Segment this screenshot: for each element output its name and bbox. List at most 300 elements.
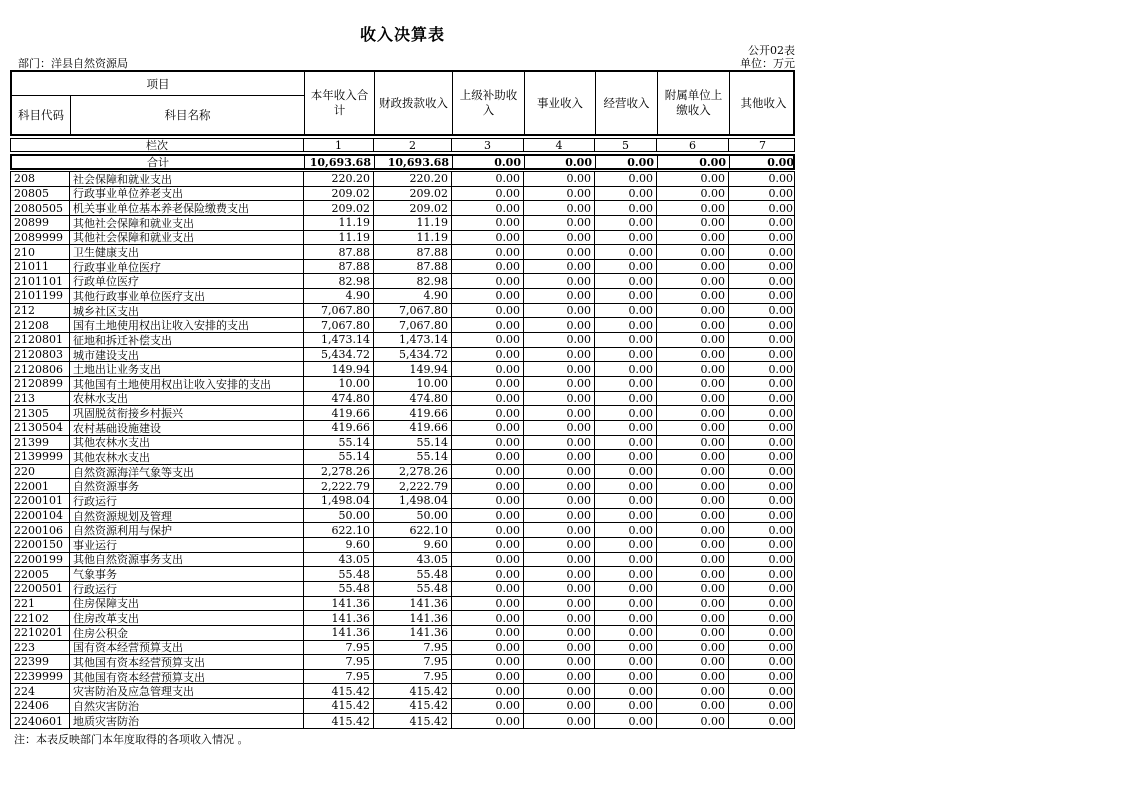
cell-value: 0.00: [451, 494, 523, 508]
cell-subject-name: 城乡社区支出: [69, 304, 303, 318]
header-col-total-income: 本年收入合计: [304, 72, 374, 134]
cell-value: 5,434.72: [373, 348, 451, 362]
cell-value: 0.00: [728, 611, 796, 625]
cell-subject-name: 住房公积金: [69, 626, 303, 640]
cell-value: 0.00: [594, 245, 656, 259]
cell-subject-code: 2200101: [14, 494, 63, 508]
cell-value: 0.00: [728, 684, 796, 698]
cell-subject-name: 其他国有资本经营预算支出: [69, 670, 303, 684]
table-row: [11, 567, 794, 582]
cell-subject-code: 2239999: [14, 670, 63, 684]
cell-value: 0.00: [656, 245, 728, 259]
cell-value: 0.00: [451, 406, 523, 420]
cell-subject-name: 其他国有资本经营预算支出: [69, 655, 303, 669]
cell-value: 0.00: [594, 450, 656, 464]
cell-value: 141.36: [303, 597, 373, 611]
cell-value: 0.00: [451, 450, 523, 464]
cell-subject-code: 22406: [14, 699, 49, 713]
table-row: [11, 626, 794, 641]
cell-value: 0.00: [728, 655, 796, 669]
cell-value: 0.00: [451, 318, 523, 332]
table-row: [11, 582, 794, 597]
cell-value: 0.00: [656, 333, 728, 347]
cell-value: 622.10: [373, 523, 451, 537]
cell-value: 0.00: [594, 494, 656, 508]
lanci-number: 2: [373, 139, 451, 151]
table-row: [11, 274, 794, 289]
table-row: [11, 641, 794, 656]
total-value: 10,693.68: [374, 156, 452, 168]
cell-subject-code: 213: [14, 391, 35, 405]
cell-value: 0.00: [523, 216, 594, 230]
cell-subject-code: 20805: [14, 186, 49, 200]
cell-value: 0.00: [728, 392, 796, 406]
cell-value: 0.00: [656, 494, 728, 508]
table-row: [11, 201, 794, 216]
cell-subject-name: 住房保障支出: [69, 597, 303, 611]
cell-value: 0.00: [728, 641, 796, 655]
cell-value: 0.00: [523, 479, 594, 493]
cell-value: 0.00: [523, 699, 594, 713]
cell-value: 419.66: [303, 421, 373, 435]
table-row: [11, 670, 794, 685]
cell-value: 10.00: [303, 377, 373, 391]
cell-value: 82.98: [303, 274, 373, 288]
cell-subject-name: 自然资源事务: [69, 479, 303, 493]
cell-value: 0.00: [728, 201, 796, 215]
cell-value: 0.00: [656, 377, 728, 391]
cell-value: 0.00: [728, 377, 796, 391]
cell-subject-name: 地质灾害防治: [69, 714, 303, 729]
table-row: [11, 450, 794, 465]
cell-subject-code: 2139999: [14, 450, 63, 464]
cell-value: 0.00: [728, 436, 796, 450]
cell-value: 0.00: [523, 523, 594, 537]
cell-value: 0.00: [728, 245, 796, 259]
cell-value: 0.00: [656, 201, 728, 215]
header-col-business-income: 事业收入: [524, 72, 595, 134]
cell-value: 141.36: [373, 626, 451, 640]
cell-subject-code: 21305: [14, 406, 49, 420]
table-row: [11, 479, 794, 494]
total-value: 0.00: [657, 156, 729, 168]
cell-value: 0.00: [451, 538, 523, 552]
cell-value: 0.00: [728, 333, 796, 347]
cell-value: 415.42: [373, 699, 451, 713]
table-code-label: 公开02表: [748, 44, 795, 57]
cell-value: 7.95: [303, 670, 373, 684]
cell-value: 50.00: [373, 509, 451, 523]
cell-value: 0.00: [451, 699, 523, 713]
cell-value: 0.00: [728, 304, 796, 318]
cell-subject-code: 22399: [14, 655, 49, 669]
cell-value: 87.88: [303, 260, 373, 274]
cell-subject-name: 国有土地使用权出让收入安排的支出: [69, 318, 303, 332]
cell-subject-name: 机关事业单位基本养老保险缴费支出: [69, 201, 303, 215]
cell-value: 0.00: [523, 670, 594, 684]
cell-value: 622.10: [303, 523, 373, 537]
cell-value: 0.00: [451, 553, 523, 567]
cell-value: 0.00: [656, 567, 728, 581]
cell-value: 43.05: [303, 553, 373, 567]
cell-value: 0.00: [594, 201, 656, 215]
cell-value: 82.98: [373, 274, 451, 288]
cell-subject-code: 223: [14, 640, 35, 654]
header-subject-code: 科目代码: [18, 108, 64, 122]
cell-value: 0.00: [523, 641, 594, 655]
cell-value: 0.00: [594, 509, 656, 523]
lanci-number: 7: [728, 139, 796, 151]
cell-value: 0.00: [656, 641, 728, 655]
cell-value: 0.00: [594, 538, 656, 552]
table-row: [11, 172, 794, 187]
cell-value: 0.00: [728, 509, 796, 523]
cell-value: 2,222.79: [373, 479, 451, 493]
column-index-row: [10, 138, 795, 152]
cell-value: 0.00: [594, 172, 656, 186]
cell-value: 0.00: [728, 699, 796, 713]
cell-value: 0.00: [523, 553, 594, 567]
cell-value: 0.00: [523, 245, 594, 259]
cell-value: 220.20: [373, 172, 451, 186]
cell-value: 0.00: [656, 699, 728, 713]
table-row: [11, 538, 794, 553]
cell-value: 0.00: [451, 465, 523, 479]
cell-subject-code: 2120803: [14, 348, 63, 361]
cell-value: 0.00: [656, 538, 728, 552]
cell-value: 0.00: [594, 611, 656, 625]
cell-value: 0.00: [656, 450, 728, 464]
cell-subject-name: 其他农林水支出: [69, 450, 303, 464]
table-row: [11, 377, 794, 392]
cell-subject-name: 行政事业单位养老支出: [69, 187, 303, 201]
cell-value: 0.00: [594, 333, 656, 347]
cell-subject-name: 其他社会保障和就业支出: [69, 231, 303, 245]
cell-value: 0.00: [451, 421, 523, 435]
cell-value: 0.00: [728, 187, 796, 201]
cell-value: 0.00: [656, 260, 728, 274]
cell-value: 0.00: [523, 187, 594, 201]
cell-value: 55.48: [373, 567, 451, 581]
cell-value: 0.00: [656, 187, 728, 201]
cell-subject-code: 22001: [14, 479, 49, 493]
cell-value: 0.00: [594, 392, 656, 406]
cell-value: 0.00: [728, 538, 796, 552]
total-value: 0.00: [595, 156, 657, 168]
cell-value: 0.00: [656, 406, 728, 420]
header-col-affiliated-units: 附属单位上缴收入: [657, 72, 729, 134]
cell-subject-name: 社会保障和就业支出: [69, 172, 303, 186]
cell-value: 7,067.80: [303, 304, 373, 318]
header-col-fiscal-appropriation: 财政拨款收入: [374, 72, 452, 134]
cell-subject-name: 农林水支出: [69, 392, 303, 406]
cell-value: 0.00: [451, 392, 523, 406]
cell-value: 0.00: [523, 172, 594, 186]
cell-subject-name: 行政单位医疗: [69, 274, 303, 288]
cell-value: 0.00: [451, 304, 523, 318]
header-col-other-income: 其他收入: [729, 72, 797, 134]
cell-subject-code: 2200106: [14, 523, 63, 537]
cell-value: 9.60: [303, 538, 373, 552]
cell-value: 0.00: [523, 274, 594, 288]
cell-value: 474.80: [373, 392, 451, 406]
cell-value: 0.00: [728, 523, 796, 537]
cell-value: 55.48: [373, 582, 451, 596]
cell-subject-code: 221: [14, 596, 35, 610]
cell-value: 0.00: [656, 582, 728, 596]
cell-value: 0.00: [451, 231, 523, 245]
cell-value: 0.00: [728, 216, 796, 230]
cell-value: 0.00: [728, 553, 796, 567]
cell-value: 0.00: [451, 245, 523, 259]
cell-value: 0.00: [523, 465, 594, 479]
cell-subject-code: 2101101: [14, 274, 63, 288]
table-row: [11, 523, 794, 538]
cell-value: 10.00: [373, 377, 451, 391]
lanci-number: 5: [594, 139, 656, 151]
lanci-number: 3: [451, 139, 523, 151]
cell-value: 0.00: [728, 274, 796, 288]
cell-value: 0.00: [656, 362, 728, 376]
cell-value: 0.00: [728, 567, 796, 581]
cell-value: 0.00: [523, 494, 594, 508]
cell-value: 0.00: [594, 260, 656, 274]
cell-value: 0.00: [523, 406, 594, 420]
cell-value: 2,278.26: [373, 465, 451, 479]
cell-value: 0.00: [523, 362, 594, 376]
table-row: [11, 304, 794, 319]
cell-value: 0.00: [656, 509, 728, 523]
cell-value: 55.14: [373, 436, 451, 450]
table-row: [11, 553, 794, 568]
cell-value: 7.95: [373, 655, 451, 669]
table-body: [10, 171, 795, 729]
cell-value: 0.00: [523, 304, 594, 318]
cell-value: 55.48: [303, 582, 373, 596]
cell-value: 0.00: [728, 421, 796, 435]
cell-value: 0.00: [594, 567, 656, 581]
cell-value: 11.19: [373, 231, 451, 245]
table-row: [11, 494, 794, 509]
cell-value: 7.95: [303, 641, 373, 655]
cell-value: 0.00: [594, 655, 656, 669]
cell-value: 0.00: [523, 714, 594, 729]
cell-value: 7.95: [373, 641, 451, 655]
total-value: 0.00: [452, 156, 524, 168]
cell-value: 0.00: [728, 450, 796, 464]
cell-subject-code: 20899: [14, 216, 49, 230]
table-row: [11, 714, 794, 729]
cell-subject-code: 2200501: [14, 582, 63, 596]
cell-subject-name: 气象事务: [69, 567, 303, 581]
cell-value: 0.00: [451, 641, 523, 655]
cell-value: 209.02: [373, 201, 451, 215]
table-row: [11, 655, 794, 670]
table-row: [11, 436, 794, 451]
cell-value: 0.00: [451, 479, 523, 493]
cell-value: 0.00: [523, 582, 594, 596]
cell-value: 0.00: [451, 289, 523, 303]
cell-value: 0.00: [523, 655, 594, 669]
cell-value: 87.88: [373, 260, 451, 274]
cell-value: 7,067.80: [373, 304, 451, 318]
cell-value: 0.00: [656, 523, 728, 537]
cell-value: 0.00: [594, 377, 656, 391]
note-text: 注：本表反映部门本年度取得的各项收入情况 。: [14, 733, 249, 746]
lanci-number: 4: [523, 139, 594, 151]
cell-value: 55.48: [303, 567, 373, 581]
cell-value: 1,498.04: [373, 494, 451, 508]
cell-value: 1,498.04: [303, 494, 373, 508]
cell-value: 0.00: [451, 333, 523, 347]
cell-value: 419.66: [303, 406, 373, 420]
cell-value: 0.00: [523, 333, 594, 347]
table-row: [11, 465, 794, 480]
cell-value: 2,278.26: [303, 465, 373, 479]
cell-subject-code: 224: [14, 684, 35, 698]
table-header: [10, 70, 795, 136]
cell-value: 149.94: [373, 362, 451, 376]
cell-value: 0.00: [523, 436, 594, 450]
cell-value: 0.00: [451, 655, 523, 669]
cell-value: 415.42: [373, 714, 451, 729]
cell-value: 0.00: [523, 392, 594, 406]
cell-value: 0.00: [728, 260, 796, 274]
cell-subject-name: 其他行政事业单位医疗支出: [69, 289, 303, 303]
cell-value: 11.19: [303, 216, 373, 230]
cell-value: 0.00: [594, 231, 656, 245]
cell-value: 0.00: [728, 289, 796, 303]
cell-subject-name: 其他国有土地使用权出让收入安排的支出: [69, 377, 303, 391]
cell-subject-code: 2210201: [14, 626, 63, 640]
cell-value: 0.00: [656, 553, 728, 567]
cell-value: 0.00: [523, 626, 594, 640]
cell-subject-code: 22005: [14, 567, 49, 581]
cell-value: 0.00: [594, 714, 656, 729]
cell-value: 0.00: [594, 699, 656, 713]
cell-value: 87.88: [303, 245, 373, 259]
cell-value: 0.00: [656, 348, 728, 362]
header-subject-name: 科目名称: [70, 96, 304, 134]
cell-value: 0.00: [656, 479, 728, 493]
cell-value: 0.00: [594, 274, 656, 288]
cell-value: 0.00: [656, 611, 728, 625]
cell-value: 0.00: [451, 567, 523, 581]
table-row: [11, 597, 794, 612]
cell-subject-name: 卫生健康支出: [69, 245, 303, 259]
cell-value: 0.00: [451, 274, 523, 288]
cell-value: 0.00: [594, 582, 656, 596]
table-row: [11, 187, 794, 202]
cell-subject-name: 自然资源海洋气象等支出: [69, 465, 303, 479]
cell-value: 0.00: [656, 304, 728, 318]
cell-value: 0.00: [451, 523, 523, 537]
cell-value: 87.88: [373, 245, 451, 259]
table-row: [11, 509, 794, 524]
cell-value: 0.00: [656, 172, 728, 186]
cell-value: 55.14: [373, 450, 451, 464]
cell-value: 0.00: [656, 231, 728, 245]
cell-value: 415.42: [303, 699, 373, 713]
cell-value: 0.00: [728, 582, 796, 596]
cell-value: 0.00: [523, 597, 594, 611]
cell-subject-code: 210: [14, 245, 35, 259]
cell-value: 0.00: [728, 714, 796, 729]
cell-value: 415.42: [303, 714, 373, 729]
total-value: 0.00: [729, 156, 797, 168]
cell-subject-code: 22102: [14, 611, 49, 625]
cell-value: 0.00: [451, 377, 523, 391]
cell-value: 0.00: [451, 436, 523, 450]
cell-value: 0.00: [451, 714, 523, 729]
table-row: [11, 392, 794, 407]
cell-value: 0.00: [656, 626, 728, 640]
table-row: [11, 216, 794, 231]
cell-value: 0.00: [594, 479, 656, 493]
cell-subject-name: 行政运行: [69, 494, 303, 508]
cell-value: 0.00: [594, 597, 656, 611]
table-row: [11, 289, 794, 304]
cell-value: 0.00: [523, 421, 594, 435]
cell-subject-code: 21011: [14, 260, 49, 274]
cell-value: 0.00: [594, 641, 656, 655]
cell-value: 0.00: [594, 289, 656, 303]
cell-value: 0.00: [451, 362, 523, 376]
cell-value: 0.00: [594, 348, 656, 362]
cell-value: 0.00: [728, 362, 796, 376]
cell-value: 0.00: [523, 348, 594, 362]
cell-value: 0.00: [594, 362, 656, 376]
cell-value: 0.00: [594, 436, 656, 450]
cell-subject-name: 自然灾害防治: [69, 699, 303, 713]
cell-value: 0.00: [451, 597, 523, 611]
cell-subject-name: 自然资源利用与保护: [69, 523, 303, 537]
cell-subject-code: 2200199: [14, 552, 63, 566]
cell-value: 0.00: [451, 187, 523, 201]
lanci-number: 1: [303, 139, 373, 151]
table-row: [11, 260, 794, 275]
cell-subject-code: 21208: [14, 318, 49, 332]
cell-value: 0.00: [728, 626, 796, 640]
cell-subject-code: 2101199: [14, 289, 63, 303]
table-row: [11, 231, 794, 246]
cell-subject-code: 2120899: [14, 377, 63, 391]
cell-subject-code: 2089999: [14, 230, 63, 244]
cell-value: 0.00: [656, 670, 728, 684]
cell-subject-name: 征地和拆迁补偿支出: [69, 333, 303, 347]
cell-subject-code: 2130504: [14, 421, 63, 435]
cell-value: 0.00: [451, 582, 523, 596]
cell-value: 0.00: [451, 670, 523, 684]
table-row: [11, 684, 794, 699]
cell-value: 0.00: [656, 684, 728, 698]
table-row: [11, 362, 794, 377]
cell-value: 0.00: [451, 201, 523, 215]
cell-value: 0.00: [594, 421, 656, 435]
cell-value: 0.00: [594, 304, 656, 318]
cell-value: 0.00: [451, 260, 523, 274]
cell-value: 0.00: [451, 348, 523, 362]
cell-subject-code: 2200104: [14, 509, 63, 523]
cell-value: 55.14: [303, 450, 373, 464]
department-label: 部门：洋县自然资源局: [18, 57, 128, 70]
cell-value: 0.00: [728, 465, 796, 479]
cell-value: 0.00: [523, 538, 594, 552]
cell-value: 0.00: [656, 274, 728, 288]
cell-value: 55.14: [303, 436, 373, 450]
total-value: 10,693.68: [304, 156, 374, 168]
cell-value: 4.90: [303, 289, 373, 303]
